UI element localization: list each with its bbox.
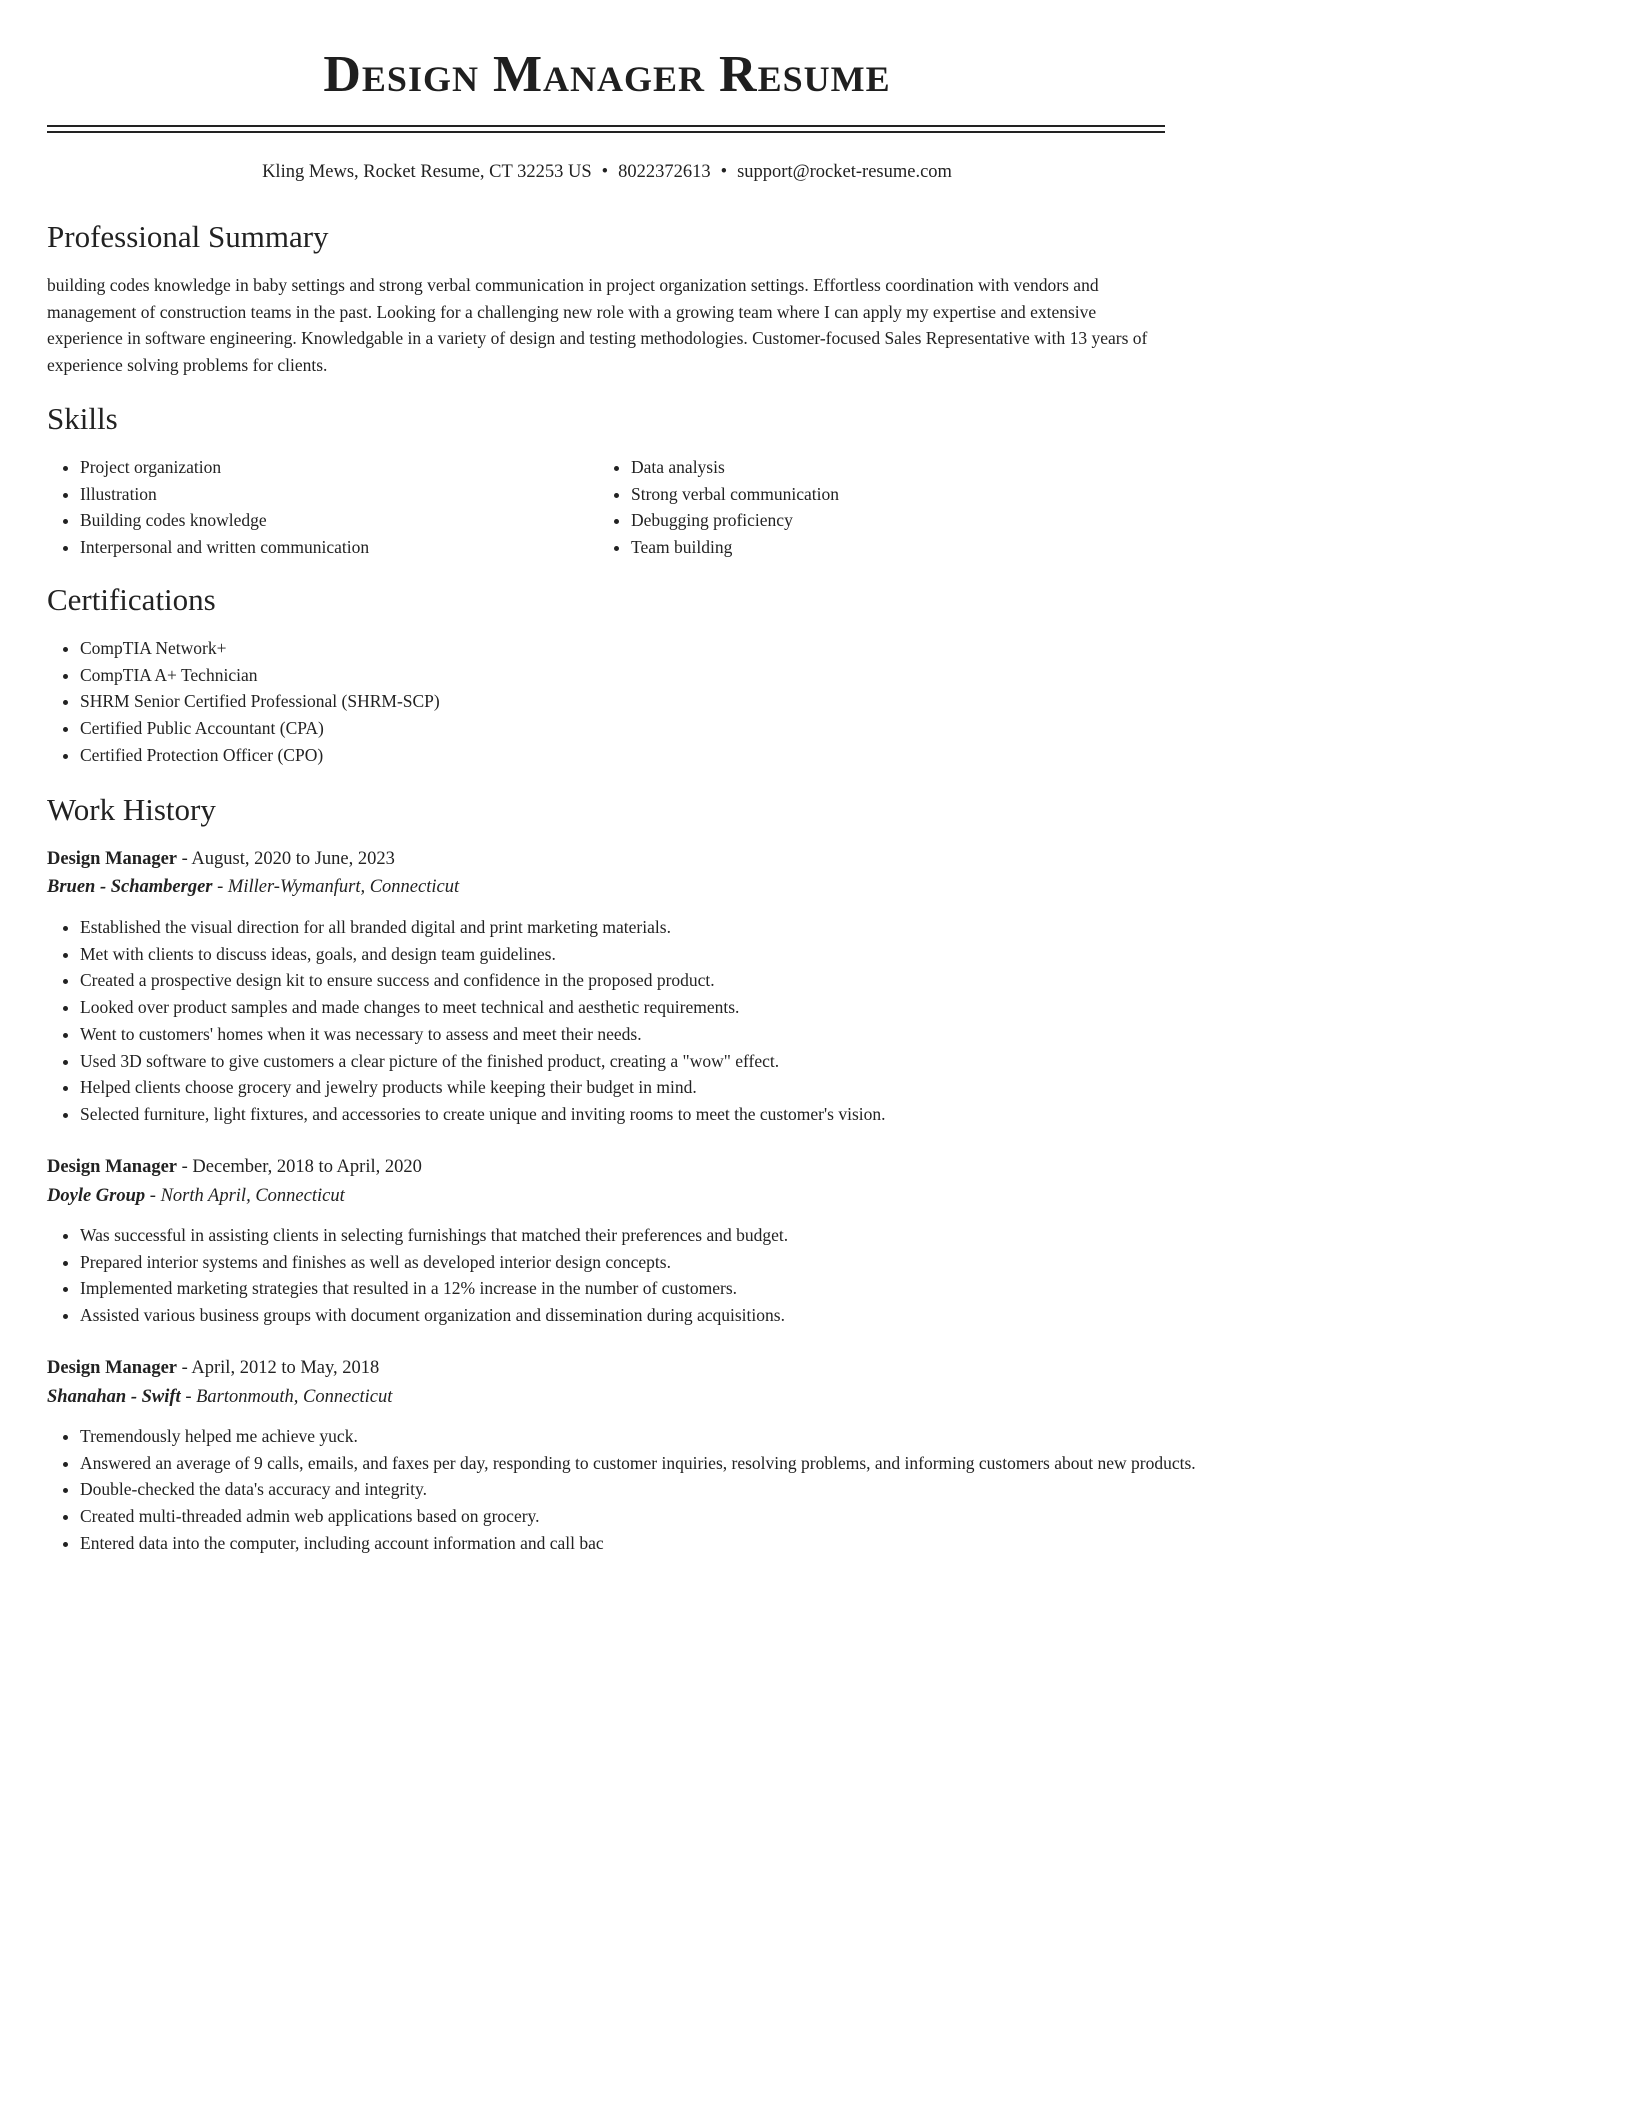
- summary-text: building codes knowledge in baby settings and strong verbal communication in project organization settings. Effortless coordination with vendors and management of construction teams in the past. Looking for a challenging new role with a growing team where I can apply my expertise and extensive experience in software engineering. Knowledgable in a variety of design and testing methodologies. Customer-focused Sales Representative with 13 years of experience solving problems for clients.: [47, 275, 1148, 376]
- job-bullet: • Double-checked the data's accuracy and integrity.: [80, 1476, 1198, 1503]
- certification-item: • Certified Protection Officer (CPO): [80, 742, 1180, 769]
- skill-item: • Building codes knowledge: [80, 507, 620, 534]
- job-location: - Bartonmouth, Connecticut: [180, 1387, 393, 1407]
- job-employer-line: [47, 1383, 1165, 1411]
- contact-separator: •: [601, 162, 609, 182]
- job-bullet: • Entered data into the computer, including account information and call bac: [80, 1530, 1198, 1557]
- job-bullet: • Helped clients choose grocery and jewelry products while keeping their budget in mind.: [80, 1074, 1170, 1101]
- job-dates: - December, 2018 to April, 2020: [177, 1157, 422, 1177]
- job-bullet: • Answered an average of 9 calls, emails, and faxes per day, responding to customer inquiries, resolving problems, and informing customers about new products.: [80, 1450, 1198, 1477]
- skill-item: • Interpersonal and written communication: [80, 534, 620, 561]
- skill-item: • Project organization: [80, 454, 620, 481]
- job-bullet: • Tremendously helped me achieve yuck.: [80, 1423, 1198, 1450]
- job-title-line: [47, 845, 1165, 873]
- contact-separator: •: [720, 162, 728, 182]
- job-title-line: [47, 1354, 1165, 1382]
- job-bullet: • Created a prospective design kit to ensure success and confidence in the proposed product.: [80, 967, 1170, 994]
- skill-item: • Illustration: [80, 481, 620, 508]
- skill-item: • Strong verbal communication: [631, 481, 1191, 508]
- contact-address: Kling Mews, Rocket Resume, CT 32253 US: [262, 162, 592, 182]
- job-bullet: • Selected furniture, light fixtures, and accessories to create unique and inviting rooms to meet the customer's vision.: [80, 1101, 1170, 1128]
- job-title: Design Manager: [47, 1358, 177, 1378]
- certifications-list: [47, 635, 1180, 769]
- job-title: Design Manager: [47, 1157, 177, 1177]
- job-company: Bruen - Schamberger: [47, 877, 213, 897]
- title-divider-top: [47, 125, 1165, 127]
- title-divider-bottom: [47, 131, 1165, 133]
- job-bullet: • Assisted various business groups with document organization and dissemination during acquisitions.: [80, 1302, 1170, 1329]
- job-location: - Miller-Wymanfurt, Connecticut: [212, 877, 460, 897]
- job-company: Shanahan - Swift: [47, 1387, 181, 1407]
- resume-title: Design Manager Resume: [323, 46, 891, 103]
- certification-item: • CompTIA A+ Technician: [80, 662, 1180, 689]
- job-title-line: [47, 1153, 1165, 1181]
- skill-item: • Debugging proficiency: [631, 507, 1191, 534]
- contact-email: support@rocket-resume.com: [737, 162, 952, 182]
- skills-list-right: [598, 454, 1191, 561]
- job-dates: - April, 2012 to May, 2018: [177, 1358, 380, 1378]
- job-bullet: • Used 3D software to give customers a clear picture of the finished product, creating a "wow" effect.: [80, 1048, 1170, 1075]
- job-bullet: • Prepared interior systems and finishes as well as developed interior design concepts.: [80, 1249, 1170, 1276]
- certification-item: • SHRM Senior Certified Professional (SHRM-SCP): [80, 688, 1180, 715]
- job-bullet: • Established the visual direction for all branded digital and print marketing materials.: [80, 914, 1170, 941]
- job-bullets: [47, 914, 1170, 1128]
- job-employer-line: [47, 873, 1165, 901]
- job-company: Doyle Group: [47, 1186, 146, 1206]
- job-bullet: • Created multi-threaded admin web applications based on grocery.: [80, 1503, 1198, 1530]
- job-bullets: [47, 1222, 1170, 1329]
- skill-item: • Data analysis: [631, 454, 1191, 481]
- job-bullets: [47, 1423, 1198, 1557]
- job-bullet: • Met with clients to discuss ideas, goals, and design team guidelines.: [80, 941, 1170, 968]
- certification-item: • CompTIA Network+: [80, 635, 1180, 662]
- contact-phone: 8022372613: [618, 162, 711, 182]
- job-dates: - August, 2020 to June, 2023: [177, 849, 395, 869]
- skill-item: • Team building: [631, 534, 1191, 561]
- job-location: - North April, Connecticut: [145, 1186, 345, 1206]
- certifications-heading: Certifications: [47, 582, 216, 617]
- skills-list-left: [47, 454, 620, 561]
- skills-heading: Skills: [47, 401, 118, 436]
- certification-item: • Certified Public Accountant (CPA): [80, 715, 1180, 742]
- job-bullet: • Looked over product samples and made changes to meet technical and aesthetic requirements.: [80, 994, 1170, 1021]
- job-bullet: • Went to customers' homes when it was necessary to assess and meet their needs.: [80, 1021, 1170, 1048]
- summary-heading: Professional Summary: [47, 219, 329, 254]
- work-history-heading: Work History: [47, 792, 216, 827]
- contact-line: [0, 159, 1214, 185]
- job-bullet: • Implemented marketing strategies that resulted in a 12% increase in the number of customers.: [80, 1275, 1170, 1302]
- job-bullet: • Was successful in assisting clients in selecting furnishings that matched their preferences and budget.: [80, 1222, 1170, 1249]
- job-employer-line: [47, 1182, 1165, 1210]
- job-title: Design Manager: [47, 849, 177, 869]
